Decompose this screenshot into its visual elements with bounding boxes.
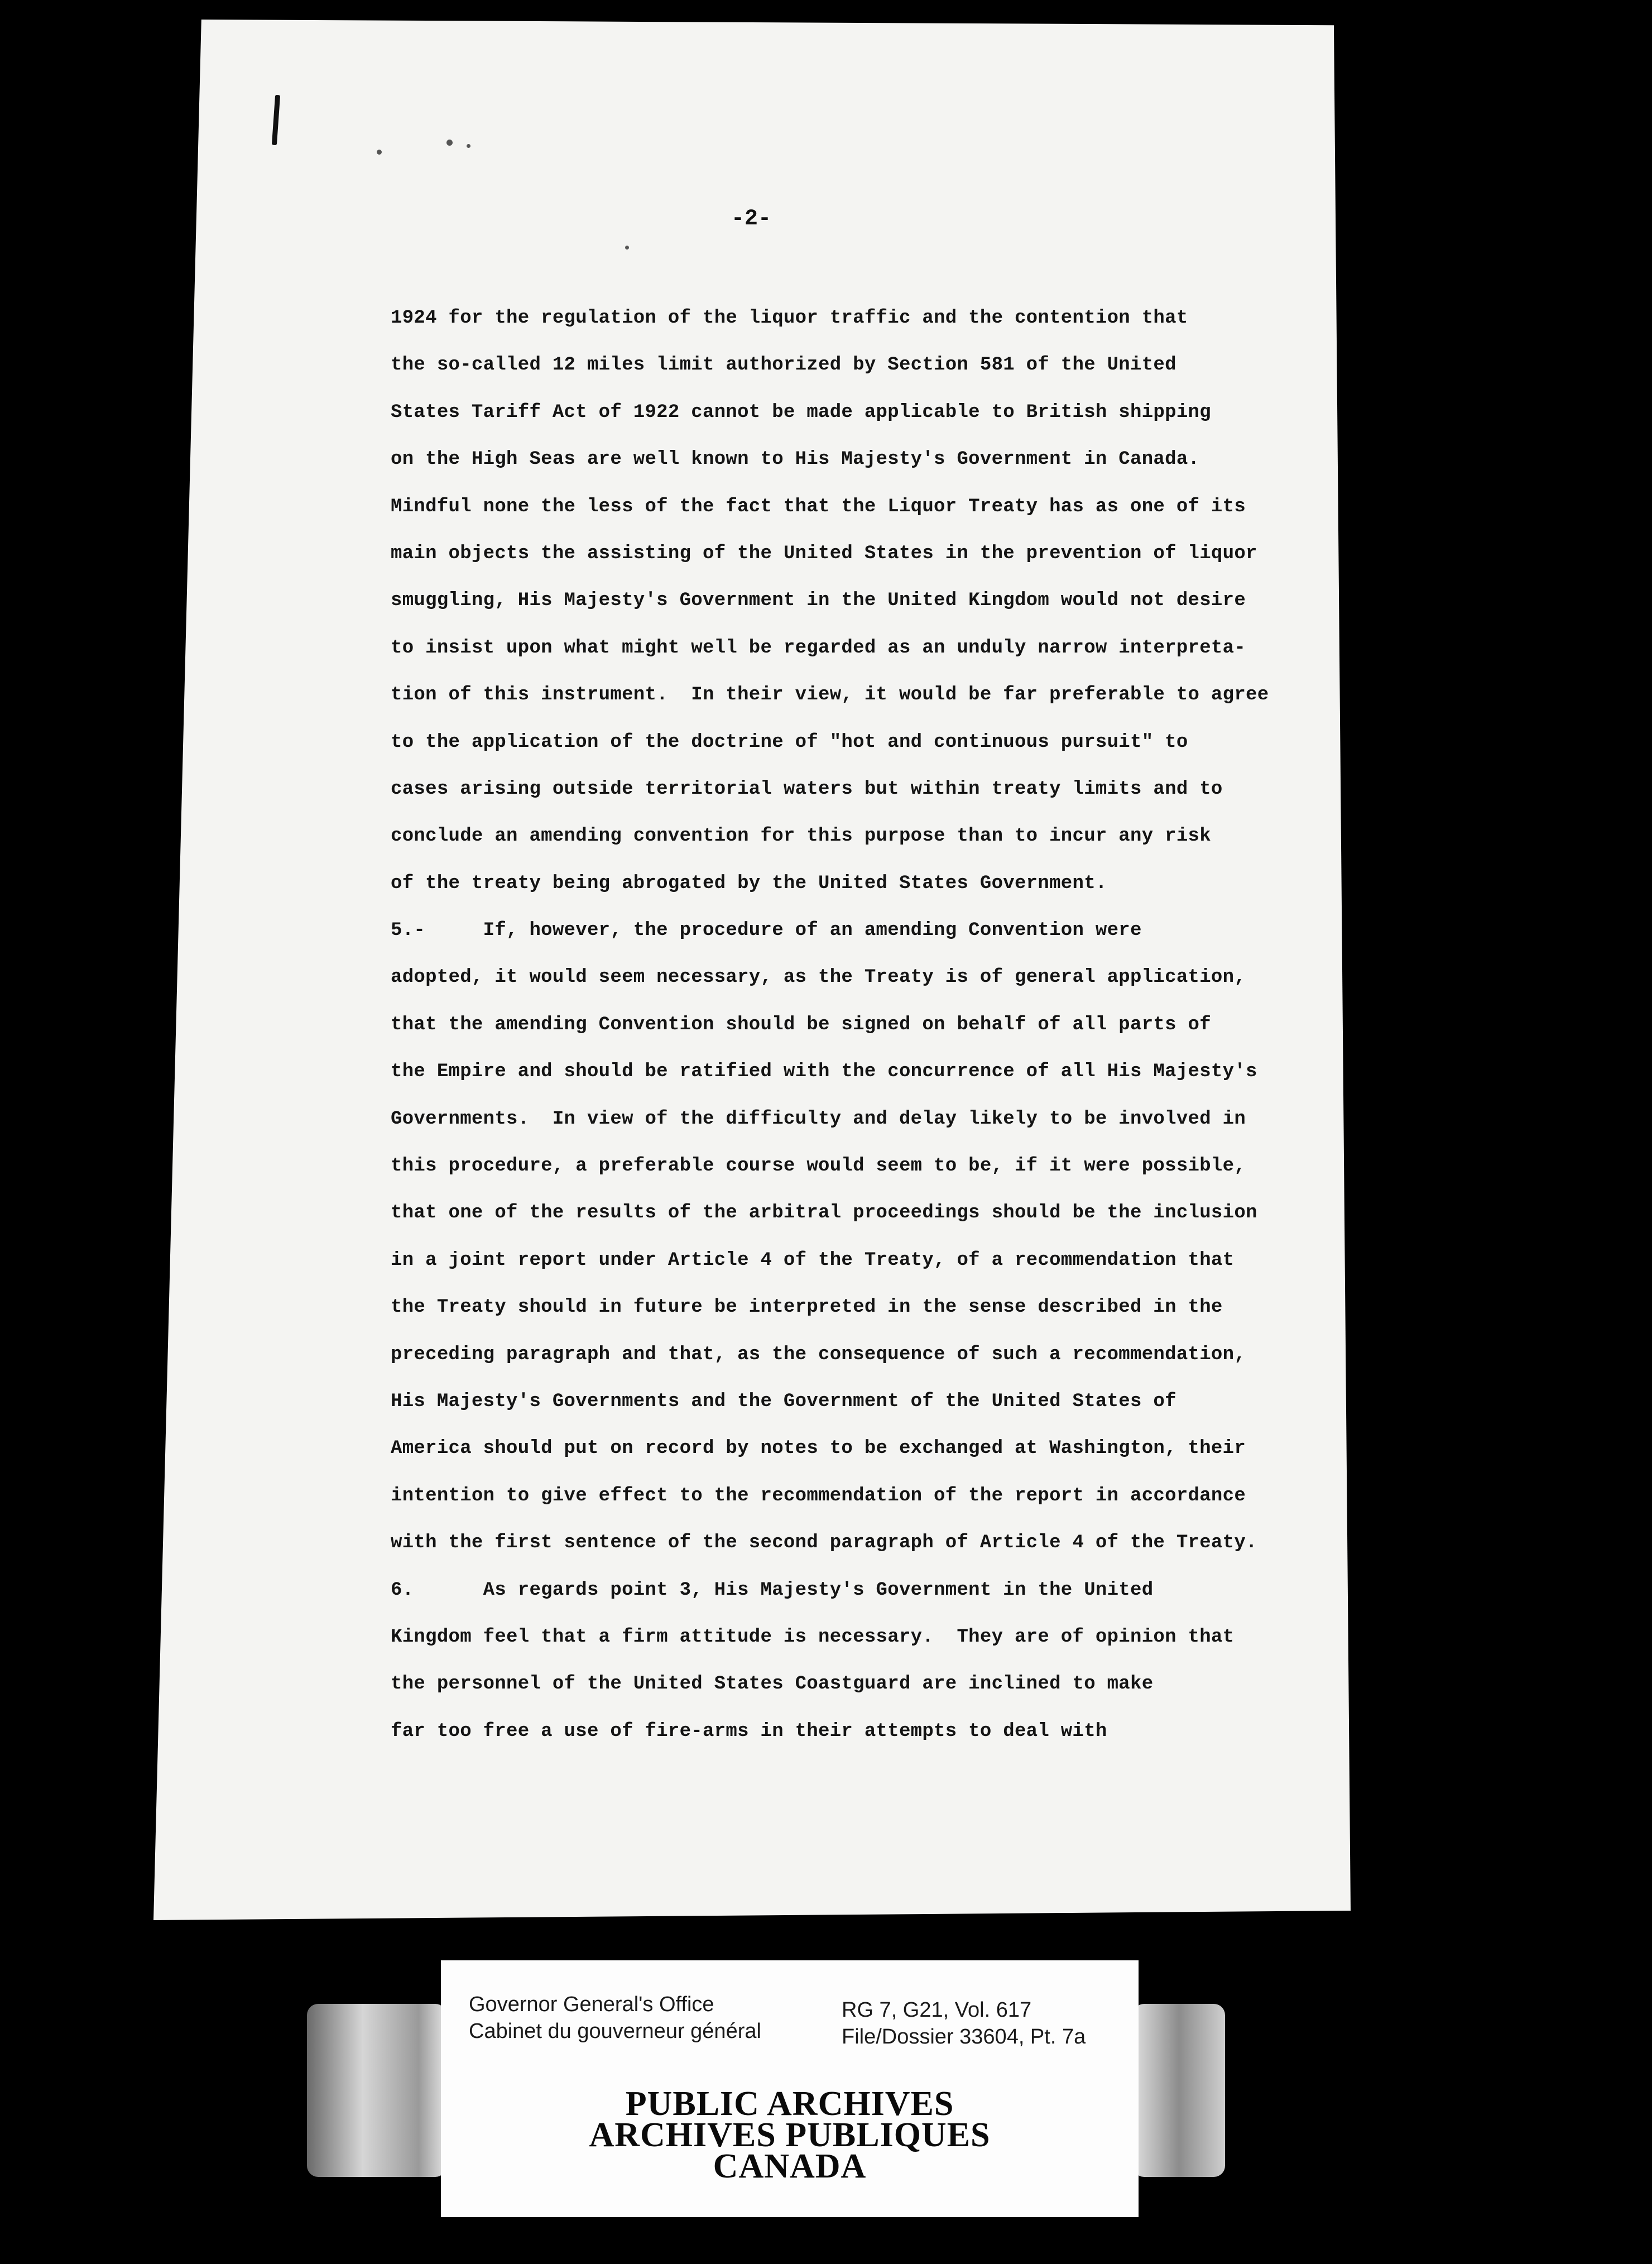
text-line: preceding paragraph and that, as the consequence of such a recommendation, [391, 1344, 1246, 1365]
text-line: on the High Seas are well known to His Majesty's Government in Canada. [391, 449, 1200, 471]
text-line: far too free a use of fire-arms in their attempts to deal with [391, 1720, 1107, 1742]
reference-volume: RG 7, G21, Vol. 617 [842, 1998, 1032, 2022]
archive-label [441, 1960, 1139, 2217]
text-line: conclude an amending convention for this purpose than to incur any risk [391, 826, 1211, 847]
text-line: in a joint report under Article 4 of the Treaty, of a recommendation that [391, 1249, 1235, 1271]
film-edge-left [307, 2004, 446, 2177]
speck [446, 140, 453, 146]
text-line: States Tariff Act of 1922 cannot be made applicable to British shipping [391, 401, 1211, 423]
reference-file: File/Dossier 33604, Pt. 7a [842, 2025, 1086, 2049]
speck [467, 144, 470, 148]
text-line: Kingdom feel that a firm attitude is necessary. They are of opinion that [391, 1626, 1235, 1648]
text-line: that the amending Convention should be signed on behalf of all parts of [391, 1014, 1211, 1035]
text-line: to the application of the doctrine of "hot and continuous pursuit" to [391, 731, 1188, 753]
office-name-en: Governor General's Office [469, 1993, 714, 2016]
text-line: the Empire and should be ratified with the concurrence of all His Majesty's [391, 1061, 1257, 1083]
speck [377, 150, 382, 155]
text-line: to insist upon what might well be regarded as an unduly narrow interpreta- [391, 637, 1246, 659]
stamp-line-public-archives: PUBLIC ARCHIVES [625, 2085, 954, 2123]
text-line: America should put on record by notes to be exchanged at Washington, their [391, 1438, 1246, 1460]
page-number: -2- [731, 207, 772, 232]
speck [625, 246, 629, 250]
text-line: Mindful none the less of the fact that the Liquor Treaty has as one of its [391, 496, 1246, 517]
text-line: main objects the assisting of the United States in the prevention of liquor [391, 543, 1257, 564]
text-line: smuggling, His Majesty's Government in the United Kingdom would not desire [391, 590, 1246, 612]
film-edge-right [1133, 2004, 1225, 2177]
text-line: His Majesty's Governments and the Government of the United States of [391, 1390, 1176, 1412]
text-line: the so-called 12 miles limit authorized by Section 581 of the United [391, 354, 1176, 376]
text-line: intention to give effect to the recommendation of the report in accordance [391, 1485, 1246, 1507]
text-line: the Treaty should in future be interpreted in the sense described in the [391, 1297, 1223, 1318]
text-line: with the first sentence of the second paragraph of Article 4 of the Treaty. [391, 1532, 1257, 1554]
stamp-line-archives-publiques: ARCHIVES PUBLIQUES [589, 2116, 991, 2154]
text-line: adopted, it would seem necessary, as the Treaty is of general application, [391, 967, 1246, 989]
text-line: tion of this instrument. In their view, it would be far preferable to agree [391, 684, 1269, 706]
text-line: that one of the results of the arbitral proceedings should be the inclusion [391, 1202, 1257, 1224]
text-line: 6. As regards point 3, His Majesty's Government in the United [391, 1579, 1154, 1601]
office-name-fr: Cabinet du gouverneur général [469, 2020, 761, 2043]
text-line: 1924 for the regulation of the liquor traffic and the contention that [391, 308, 1188, 329]
text-line: of the treaty being abrogated by the United States Government. [391, 872, 1107, 894]
text-line: cases arising outside territorial waters but within treaty limits and to [391, 778, 1223, 800]
stamp-line-canada: CANADA [713, 2147, 867, 2185]
text-line: Governments. In view of the difficulty and delay likely to be involved in [391, 1108, 1246, 1130]
text-line: the personnel of the United States Coastguard are inclined to make [391, 1673, 1154, 1695]
letter-body [391, 295, 1328, 1755]
text-line: this procedure, a preferable course would seem to be, if it were possible, [391, 1155, 1246, 1177]
text-line: 5.- If, however, the procedure of an amending Convention were [391, 920, 1142, 942]
